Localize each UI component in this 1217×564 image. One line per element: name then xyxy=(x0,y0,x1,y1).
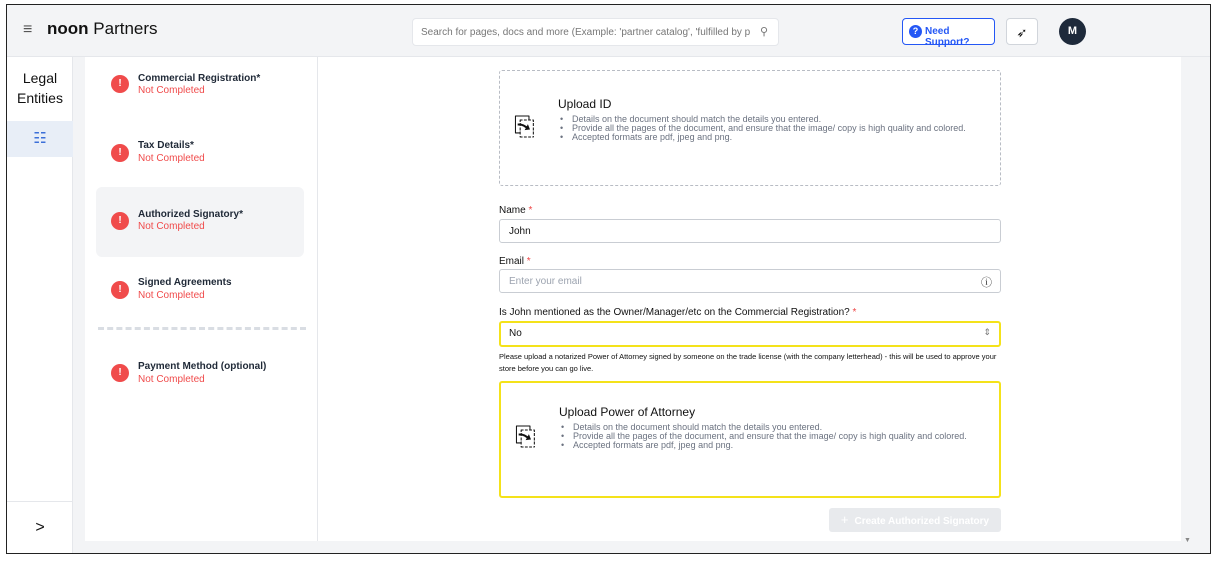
scroll-down-icon[interactable]: ▼ xyxy=(1184,537,1191,544)
upload-id-title: Upload ID xyxy=(558,97,612,111)
bullet: • Details on the document should match the details you entered. xyxy=(559,423,969,432)
step-status: Not Completed xyxy=(138,374,205,385)
step-status: Not Completed xyxy=(138,153,205,164)
rocket-icon: ➶ xyxy=(1016,25,1028,40)
bullet: • Accepted formats are pdf, jpeg and png. xyxy=(559,441,969,450)
upload-id-dropzone[interactable] xyxy=(499,70,1001,186)
step-authorized-signatory[interactable] xyxy=(96,187,304,257)
step-tax-details[interactable] xyxy=(96,119,304,189)
step-status: Not Completed xyxy=(138,221,205,232)
email-field[interactable] xyxy=(499,269,1001,293)
form-panel xyxy=(318,57,1181,541)
bullet: • Details on the document should match the details you entered. xyxy=(558,115,968,124)
step-title: Signed Agreements xyxy=(138,277,232,288)
step-title: Commercial Registration* xyxy=(138,73,261,84)
step-title: Payment Method (optional) xyxy=(138,361,267,372)
step-status: Not Completed xyxy=(138,290,205,301)
avatar[interactable]: M xyxy=(1059,18,1086,45)
need-support-label: Need Support? xyxy=(925,26,970,48)
rail-title: Legal Entities xyxy=(17,70,63,106)
required-mark: * xyxy=(526,256,531,267)
name-label-text: Name xyxy=(499,205,526,216)
name-label xyxy=(499,205,532,216)
error-icon: ! xyxy=(111,75,129,93)
rocket-button[interactable] xyxy=(1006,18,1038,45)
upload-poa-bullets xyxy=(559,423,969,450)
steps-panel xyxy=(85,57,318,541)
email-label xyxy=(499,256,531,267)
chevron-right-icon[interactable]: > xyxy=(7,501,73,554)
step-signed-agreements[interactable] xyxy=(96,256,304,326)
bullet: • Provide all the pages of the document, and ensure that the image/ copy is high quality and colored. xyxy=(559,432,969,441)
email-label-text: Email xyxy=(499,256,525,267)
error-icon: ! xyxy=(111,364,129,382)
step-status: Not Completed xyxy=(138,85,205,96)
chevron-updown-icon: ⇕ xyxy=(983,327,991,337)
bottom-gutter xyxy=(85,541,1181,554)
search-placeholder: Search for pages, docs and more (Example: 'partner catalog', 'fulfilled by p xyxy=(421,27,751,38)
poa-note: Please upload a notarized Power of Attorney signed by someone on the trade license (with the company letterhead) - this will be used to approve your store before you can go live. xyxy=(499,352,997,373)
left-rail xyxy=(7,57,73,554)
search-icon[interactable]: ⚲ xyxy=(759,26,768,38)
question-label xyxy=(499,307,856,318)
top-bar xyxy=(7,5,1210,57)
step-payment-method[interactable] xyxy=(96,339,304,409)
select-value: No xyxy=(509,328,522,339)
gutter xyxy=(73,57,85,554)
create-button-label: Create Authorized Signatory xyxy=(854,516,990,527)
plus-icon: + xyxy=(840,512,849,527)
question-label-text: Is John mentioned as the Owner/Manager/etc on the Commercial Registration? xyxy=(499,307,850,318)
step-title: Authorized Signatory* xyxy=(138,209,244,220)
error-icon: ! xyxy=(111,212,129,230)
divider xyxy=(98,327,306,330)
document-icon: ⎘ xyxy=(514,111,535,141)
error-icon: ! xyxy=(111,281,129,299)
brand-bold: noon xyxy=(47,19,89,38)
create-authorized-signatory-button[interactable] xyxy=(829,508,1001,532)
name-field[interactable]: John xyxy=(499,219,1001,243)
brand-rest: Partners xyxy=(88,19,158,38)
required-mark: * xyxy=(528,205,533,216)
email-placeholder: Enter your email xyxy=(509,276,582,287)
menu-icon[interactable]: ≡ xyxy=(23,21,33,38)
upload-poa-title: Upload Power of Attorney xyxy=(559,405,696,419)
error-icon: ! xyxy=(111,144,129,162)
help-icon: ? xyxy=(909,25,922,38)
document-icon: ⎘ xyxy=(515,421,536,451)
info-icon[interactable]: ⓘ xyxy=(981,277,992,289)
owner-question-select[interactable] xyxy=(499,321,1001,347)
upload-id-bullets xyxy=(558,115,968,142)
search-input[interactable] xyxy=(412,18,779,46)
step-title: Tax Details* xyxy=(138,140,194,151)
app-window xyxy=(6,4,1211,554)
scrollbar[interactable] xyxy=(1181,57,1211,554)
required-mark: * xyxy=(852,307,857,318)
list-icon[interactable]: ☷ xyxy=(7,121,73,157)
bullet: • Accepted formats are pdf, jpeg and png. xyxy=(558,133,968,142)
brand-logo[interactable] xyxy=(47,19,158,39)
need-support-button[interactable] xyxy=(902,18,995,48)
upload-poa-dropzone[interactable] xyxy=(499,381,1001,498)
bullet: • Provide all the pages of the document, and ensure that the image/ copy is high quality and colored. xyxy=(558,124,968,133)
